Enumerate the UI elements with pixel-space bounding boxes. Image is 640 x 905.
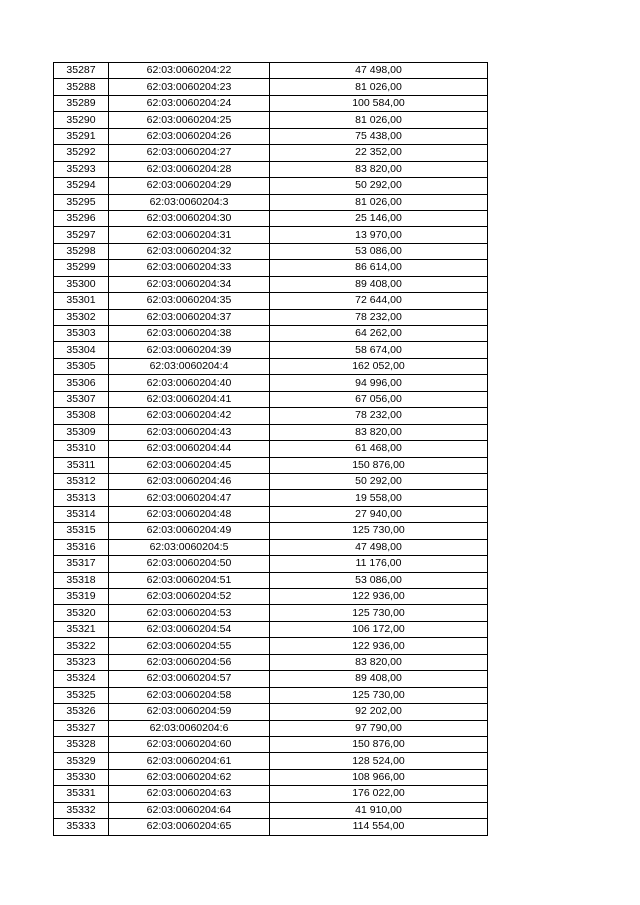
cadastral-value-cell: 13 970,00 — [270, 227, 488, 243]
cadastral-value-cell: 61 468,00 — [270, 441, 488, 457]
table-row — [54, 605, 488, 621]
cadastral-value-cell: 53 086,00 — [270, 572, 488, 588]
cadastral-value-cell: 22 352,00 — [270, 145, 488, 161]
row-number-cell: 35330 — [54, 769, 109, 785]
cadastral-number-cell: 62:03:0060204:26 — [109, 128, 270, 144]
cadastral-number-cell: 62:03:0060204:49 — [109, 523, 270, 539]
table-row — [54, 753, 488, 769]
row-number-cell: 35314 — [54, 506, 109, 522]
cadastral-number-cell: 62:03:0060204:23 — [109, 79, 270, 95]
cadastral-value-cell: 162 052,00 — [270, 358, 488, 374]
cadastral-number-cell: 62:03:0060204:3 — [109, 194, 270, 210]
cadastral-number-cell: 62:03:0060204:50 — [109, 556, 270, 572]
table-row — [54, 326, 488, 342]
row-number-cell: 35331 — [54, 786, 109, 802]
table-row — [54, 194, 488, 210]
table-row — [54, 342, 488, 358]
cadastral-number-cell: 62:03:0060204:6 — [109, 720, 270, 736]
cadastral-value-cell: 125 730,00 — [270, 523, 488, 539]
row-number-cell: 35289 — [54, 95, 109, 111]
cadastral-number-cell: 62:03:0060204:61 — [109, 753, 270, 769]
cadastral-number-cell: 62:03:0060204:65 — [109, 819, 270, 835]
cadastral-number-cell: 62:03:0060204:40 — [109, 375, 270, 391]
table-row — [54, 276, 488, 292]
table-row — [54, 572, 488, 588]
cadastral-number-cell: 62:03:0060204:48 — [109, 506, 270, 522]
cadastral-number-cell: 62:03:0060204:51 — [109, 572, 270, 588]
row-number-cell: 35326 — [54, 704, 109, 720]
row-number-cell: 35317 — [54, 556, 109, 572]
row-number-cell: 35315 — [54, 523, 109, 539]
cadastral-number-cell: 62:03:0060204:55 — [109, 638, 270, 654]
cadastral-value-cell: 128 524,00 — [270, 753, 488, 769]
table-row — [54, 63, 488, 79]
cadastral-value-cell: 19 558,00 — [270, 490, 488, 506]
table-row — [54, 556, 488, 572]
cadastral-number-cell: 62:03:0060204:58 — [109, 687, 270, 703]
table-row — [54, 293, 488, 309]
row-number-cell: 35294 — [54, 178, 109, 194]
row-number-cell: 35306 — [54, 375, 109, 391]
table-row — [54, 506, 488, 522]
cadastral-value-cell: 50 292,00 — [270, 473, 488, 489]
row-number-cell: 35292 — [54, 145, 109, 161]
cadastral-value-cell: 97 790,00 — [270, 720, 488, 736]
cadastral-value-cell: 64 262,00 — [270, 326, 488, 342]
cadastral-number-cell: 62:03:0060204:41 — [109, 391, 270, 407]
cadastral-number-cell: 62:03:0060204:39 — [109, 342, 270, 358]
cadastral-number-cell: 62:03:0060204:33 — [109, 260, 270, 276]
cadastral-number-cell: 62:03:0060204:30 — [109, 210, 270, 226]
table-row — [54, 589, 488, 605]
row-number-cell: 35293 — [54, 161, 109, 177]
row-number-cell: 35302 — [54, 309, 109, 325]
cadastral-value-cell: 106 172,00 — [270, 621, 488, 637]
cadastral-value-cell: 47 498,00 — [270, 539, 488, 555]
cadastral-value-cell: 94 996,00 — [270, 375, 488, 391]
cadastral-value-cell: 11 176,00 — [270, 556, 488, 572]
table-row — [54, 654, 488, 670]
cadastral-value-cell: 75 438,00 — [270, 128, 488, 144]
table-row — [54, 736, 488, 752]
cadastral-value-cell: 41 910,00 — [270, 802, 488, 818]
table-body — [54, 63, 488, 836]
table-row — [54, 704, 488, 720]
table-row — [54, 441, 488, 457]
cadastral-number-cell: 62:03:0060204:27 — [109, 145, 270, 161]
cadastral-number-cell: 62:03:0060204:22 — [109, 63, 270, 79]
row-number-cell: 35316 — [54, 539, 109, 555]
cadastral-value-cell: 89 408,00 — [270, 276, 488, 292]
cadastral-number-cell: 62:03:0060204:32 — [109, 243, 270, 259]
cadastral-number-cell: 62:03:0060204:29 — [109, 178, 270, 194]
cadastral-number-cell: 62:03:0060204:54 — [109, 621, 270, 637]
table-row — [54, 819, 488, 835]
table-row — [54, 95, 488, 111]
table-row — [54, 375, 488, 391]
cadastral-number-cell: 62:03:0060204:57 — [109, 671, 270, 687]
table-row — [54, 79, 488, 95]
table-row — [54, 457, 488, 473]
table-row — [54, 128, 488, 144]
cadastral-number-cell: 62:03:0060204:25 — [109, 112, 270, 128]
cadastral-value-cell: 150 876,00 — [270, 457, 488, 473]
row-number-cell: 35318 — [54, 572, 109, 588]
row-number-cell: 35287 — [54, 63, 109, 79]
cadastral-value-cell: 92 202,00 — [270, 704, 488, 720]
row-number-cell: 35303 — [54, 326, 109, 342]
row-number-cell: 35319 — [54, 589, 109, 605]
cadastral-number-cell: 62:03:0060204:42 — [109, 408, 270, 424]
cadastral-value-cell: 81 026,00 — [270, 79, 488, 95]
row-number-cell: 35301 — [54, 293, 109, 309]
row-number-cell: 35304 — [54, 342, 109, 358]
cadastral-value-cell: 83 820,00 — [270, 654, 488, 670]
table-row — [54, 720, 488, 736]
cadastral-value-cell: 67 056,00 — [270, 391, 488, 407]
table-row — [54, 309, 488, 325]
cadastral-value-cell: 122 936,00 — [270, 638, 488, 654]
table-row — [54, 112, 488, 128]
row-number-cell: 35297 — [54, 227, 109, 243]
row-number-cell: 35300 — [54, 276, 109, 292]
row-number-cell: 35312 — [54, 473, 109, 489]
table-row — [54, 243, 488, 259]
cadastral-number-cell: 62:03:0060204:64 — [109, 802, 270, 818]
cadastral-value-cell: 81 026,00 — [270, 194, 488, 210]
row-number-cell: 35328 — [54, 736, 109, 752]
cadastral-number-cell: 62:03:0060204:63 — [109, 786, 270, 802]
table-row — [54, 260, 488, 276]
row-number-cell: 35296 — [54, 210, 109, 226]
cadastral-number-cell: 62:03:0060204:60 — [109, 736, 270, 752]
cadastral-number-cell: 62:03:0060204:37 — [109, 309, 270, 325]
cadastral-number-cell: 62:03:0060204:5 — [109, 539, 270, 555]
cadastral-value-cell: 125 730,00 — [270, 687, 488, 703]
cadastral-value-cell: 25 146,00 — [270, 210, 488, 226]
cadastral-value-cell: 176 022,00 — [270, 786, 488, 802]
table-row — [54, 161, 488, 177]
table-row — [54, 473, 488, 489]
row-number-cell: 35327 — [54, 720, 109, 736]
cadastral-number-cell: 62:03:0060204:52 — [109, 589, 270, 605]
table-row — [54, 358, 488, 374]
table-row — [54, 210, 488, 226]
row-number-cell: 35290 — [54, 112, 109, 128]
cadastral-value-cell: 122 936,00 — [270, 589, 488, 605]
cadastral-value-cell: 78 232,00 — [270, 408, 488, 424]
cadastral-value-cell: 72 644,00 — [270, 293, 488, 309]
cadastral-value-cell: 125 730,00 — [270, 605, 488, 621]
table-row — [54, 539, 488, 555]
row-number-cell: 35310 — [54, 441, 109, 457]
table-row — [54, 178, 488, 194]
cadastral-value-cell: 27 940,00 — [270, 506, 488, 522]
cadastral-number-cell: 62:03:0060204:24 — [109, 95, 270, 111]
cadastral-number-cell: 62:03:0060204:38 — [109, 326, 270, 342]
row-number-cell: 35291 — [54, 128, 109, 144]
table-row — [54, 638, 488, 654]
cadastral-value-cell: 114 554,00 — [270, 819, 488, 835]
row-number-cell: 35329 — [54, 753, 109, 769]
table-row — [54, 523, 488, 539]
cadastral-number-cell: 62:03:0060204:62 — [109, 769, 270, 785]
cadastral-number-cell: 62:03:0060204:59 — [109, 704, 270, 720]
row-number-cell: 35308 — [54, 408, 109, 424]
cadastral-value-cell: 47 498,00 — [270, 63, 488, 79]
table-row — [54, 786, 488, 802]
cadastral-number-cell: 62:03:0060204:28 — [109, 161, 270, 177]
cadastral-number-cell: 62:03:0060204:35 — [109, 293, 270, 309]
cadastral-number-cell: 62:03:0060204:43 — [109, 424, 270, 440]
cadastral-number-cell: 62:03:0060204:31 — [109, 227, 270, 243]
cadastral-number-cell: 62:03:0060204:46 — [109, 473, 270, 489]
cadastral-value-table — [53, 62, 488, 836]
row-number-cell: 35321 — [54, 621, 109, 637]
cadastral-number-cell: 62:03:0060204:34 — [109, 276, 270, 292]
row-number-cell: 35332 — [54, 802, 109, 818]
row-number-cell: 35323 — [54, 654, 109, 670]
table-row — [54, 145, 488, 161]
cadastral-value-cell: 53 086,00 — [270, 243, 488, 259]
row-number-cell: 35313 — [54, 490, 109, 506]
cadastral-number-cell: 62:03:0060204:47 — [109, 490, 270, 506]
cadastral-number-cell: 62:03:0060204:53 — [109, 605, 270, 621]
row-number-cell: 35298 — [54, 243, 109, 259]
table-row — [54, 687, 488, 703]
cadastral-number-cell: 62:03:0060204:4 — [109, 358, 270, 374]
cadastral-number-cell: 62:03:0060204:45 — [109, 457, 270, 473]
cadastral-value-cell: 58 674,00 — [270, 342, 488, 358]
cadastral-number-cell: 62:03:0060204:56 — [109, 654, 270, 670]
row-number-cell: 35305 — [54, 358, 109, 374]
row-number-cell: 35324 — [54, 671, 109, 687]
table-row — [54, 408, 488, 424]
cadastral-number-cell: 62:03:0060204:44 — [109, 441, 270, 457]
table-row — [54, 802, 488, 818]
row-number-cell: 35311 — [54, 457, 109, 473]
table-row — [54, 490, 488, 506]
cadastral-value-cell: 108 966,00 — [270, 769, 488, 785]
cadastral-value-cell: 83 820,00 — [270, 424, 488, 440]
row-number-cell: 35333 — [54, 819, 109, 835]
table-row — [54, 671, 488, 687]
table-row — [54, 391, 488, 407]
row-number-cell: 35288 — [54, 79, 109, 95]
cadastral-value-cell: 81 026,00 — [270, 112, 488, 128]
row-number-cell: 35307 — [54, 391, 109, 407]
cadastral-value-cell: 83 820,00 — [270, 161, 488, 177]
table-row — [54, 769, 488, 785]
cadastral-value-cell: 150 876,00 — [270, 736, 488, 752]
table-row — [54, 227, 488, 243]
cadastral-value-cell: 78 232,00 — [270, 309, 488, 325]
row-number-cell: 35320 — [54, 605, 109, 621]
cadastral-value-cell: 100 584,00 — [270, 95, 488, 111]
cadastral-value-cell: 86 614,00 — [270, 260, 488, 276]
cadastral-value-cell: 89 408,00 — [270, 671, 488, 687]
row-number-cell: 35295 — [54, 194, 109, 210]
row-number-cell: 35322 — [54, 638, 109, 654]
table-row — [54, 424, 488, 440]
row-number-cell: 35299 — [54, 260, 109, 276]
cadastral-value-cell: 50 292,00 — [270, 178, 488, 194]
row-number-cell: 35309 — [54, 424, 109, 440]
row-number-cell: 35325 — [54, 687, 109, 703]
table-row — [54, 621, 488, 637]
